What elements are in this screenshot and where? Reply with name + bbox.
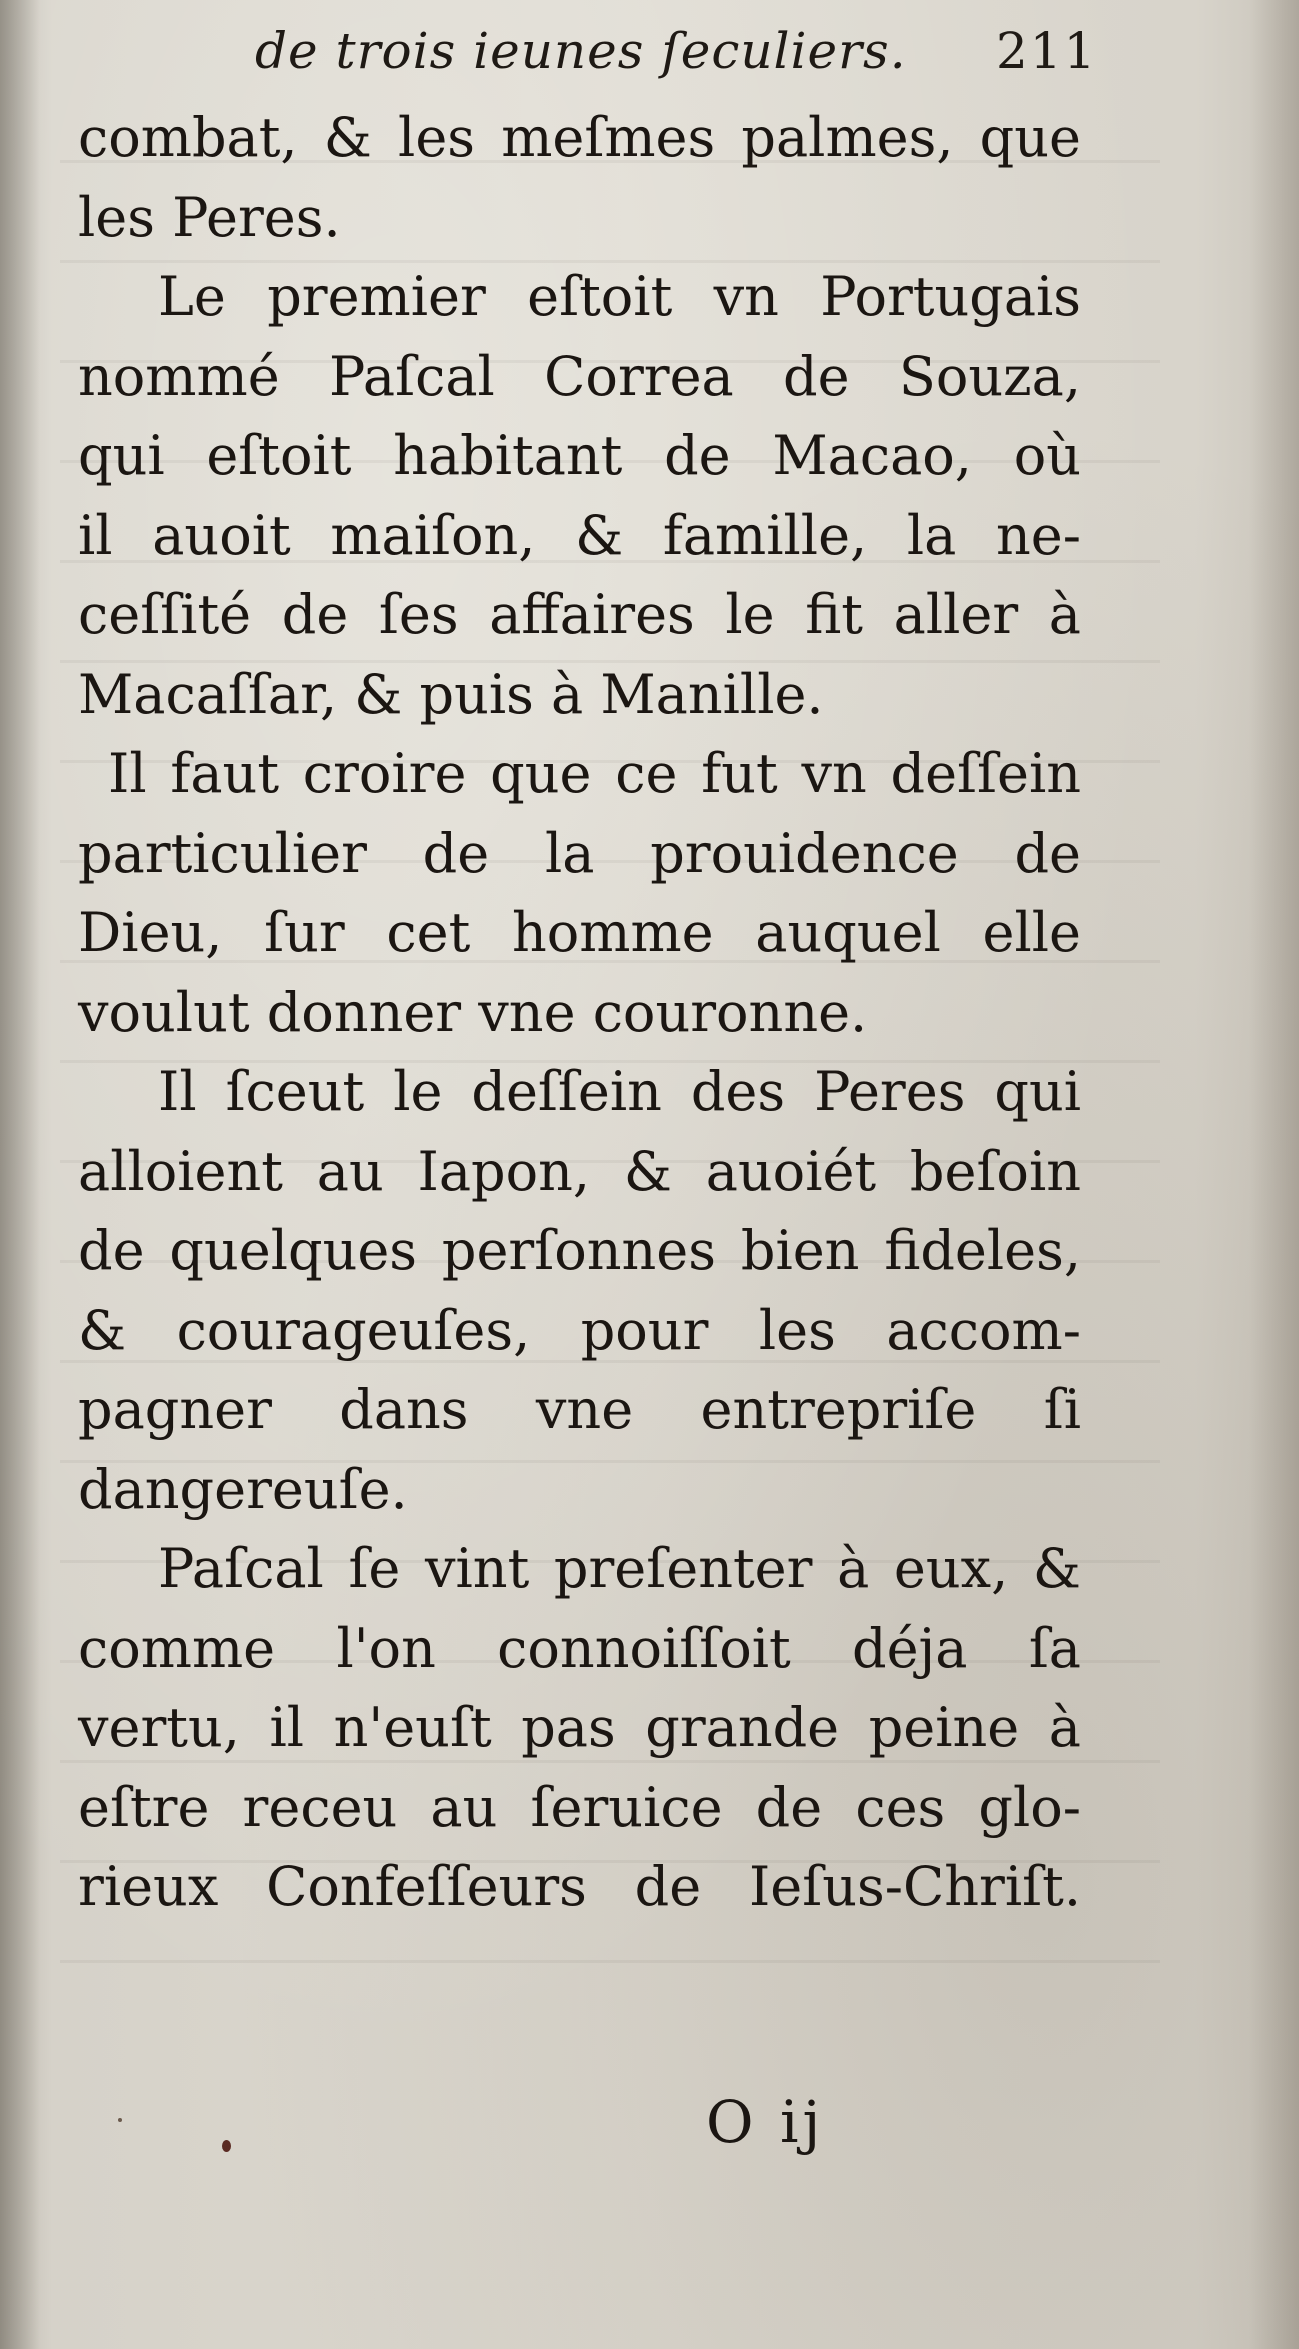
- page-number: 211: [996, 22, 1098, 80]
- page-edge-shadow: [1249, 0, 1299, 2349]
- text-line: voulut donner vne couronne.: [78, 980, 868, 1044]
- running-title: de trois ieunes ſeculiers.: [255, 22, 907, 80]
- text-line: ceſſité de ſes affaires le fit aller à: [78, 583, 1081, 646]
- text-line: eſtre receu au ſeruice de ces glo-: [78, 1775, 1081, 1839]
- text-line: Dieu, ſur cet homme auquel elle: [78, 901, 1081, 964]
- text-line: combat, & les meſmes palmes, que: [78, 106, 1081, 169]
- text-line: Paſcal ſe vint preſenter à eux, &: [158, 1537, 1081, 1600]
- gutter-shadow: [0, 0, 40, 2349]
- text-line: comme l'on connoiſſoit déja ſa: [78, 1616, 1081, 1680]
- signature-mark: O ij: [706, 2088, 825, 2156]
- text-line: les Peres.: [78, 185, 341, 249]
- page-header: [0, 22, 1299, 92]
- text-line: vertu, il n'euſt pas grande peine à: [78, 1696, 1081, 1759]
- text-line: qui eſtoit habitant de Macao, où: [78, 424, 1081, 487]
- body-text: [78, 98, 1081, 1927]
- text-line: dangereuſe.: [78, 1457, 408, 1521]
- text-line: il auoit maiſon, & famille, la ne-: [78, 503, 1081, 567]
- text-line: alloient au Iapon, & auoiét beſoin: [78, 1139, 1081, 1203]
- text-line: Le premier eſtoit vn Portugais: [158, 265, 1081, 328]
- text-line: particulier de la prouidence de: [78, 821, 1081, 885]
- text-line: Il ſceut le deſſein des Peres qui: [158, 1060, 1081, 1123]
- ink-speck: [222, 2140, 231, 2152]
- text-line: & courageuſes, pour les accom-: [78, 1298, 1081, 1362]
- text-line: nommé Paſcal Correa de Souza,: [78, 344, 1081, 408]
- ink-speck: [118, 2118, 122, 2122]
- text-line: de quelques perſonnes bien fideles,: [78, 1219, 1081, 1282]
- text-line: Macaſſar, & puis à Manille.: [78, 662, 824, 726]
- text-line: Il faut croire que ce fut vn deſſein: [108, 742, 1081, 805]
- text-line: rieux Confeſſeurs de Ieſus-Chriſt.: [78, 1855, 1081, 1918]
- text-line: pagner dans vne entrepriſe ſi: [78, 1378, 1081, 1441]
